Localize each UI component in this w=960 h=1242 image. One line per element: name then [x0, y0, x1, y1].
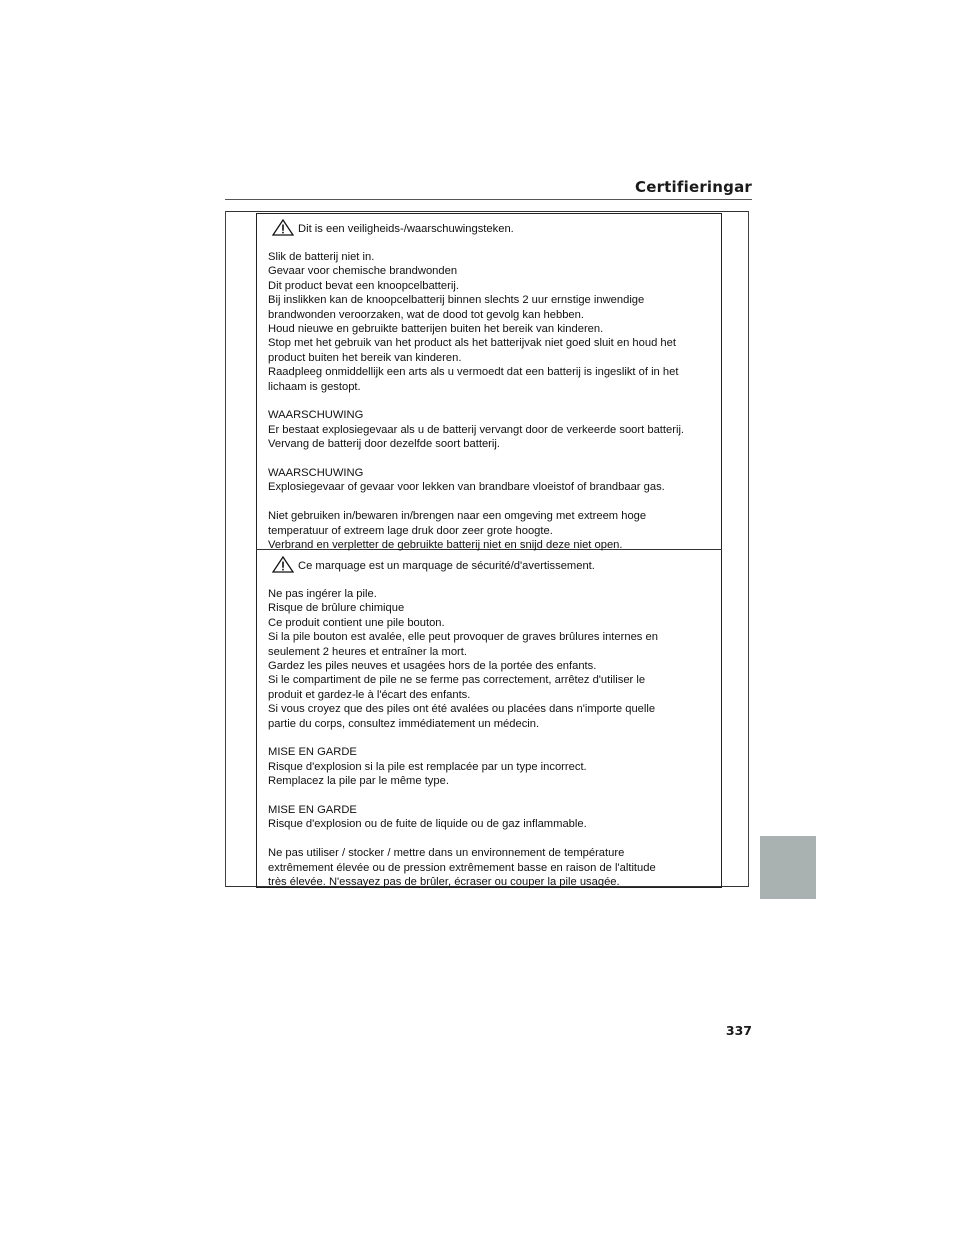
french-warning-heading — [272, 556, 720, 573]
dutch-paragraph-ingestion: Slik de batterij niet in. Gevaar voor chemische brandwonden Dit product bevat een knoopcelbatterij. Bij inslikken kan de knoopcelbatterij binnen slechts 2 uur ernstige inwendige brandwonden veroorzaken, wat de dood tot gevolg kan hebben. Houd nieuwe en gebruikte batterijen buiten het bereik van kinderen. Stop met het gebruik van het product als het batterijvak niet goed sluit en houd het product buiten het bereik van kinderen. Raadpleeg onmiddellijk een arts als u vermoedt dat een batterij is ingeslikt of in het lichaam is gestopt. — [268, 251, 679, 393]
dutch-paragraph-environment: Niet gebruiken in/bewaren in/brengen naar een omgeving met extreem hoge temperatuur of extreem lage druk door zeer grote hoogte. Verbrand en verpletter de gebruikte batterij niet en snijd deze niet open. — [268, 510, 647, 552]
dutch-warning-heading — [272, 219, 720, 236]
french-paragraph-ingestion: Ne pas ingérer la pile. Risque de brûlure chimique Ce produit contient une pile bouton. Si la pile bouton est avalée, elle peut provoquer de graves brûlures internes en seulement 2 heures et entraîner la mort. Gardez les piles neuves et usagées hors de la portée des enfants. Si le compartiment de pile ne se ferme pas correctement, arrêtez d'utiliser le produit et gardez-le à l'écart des enfants. Si vous croyez que des piles ont été avalées ou placées dans n'importe quelle partie du corps, consultez immédiatement un médecin. — [268, 588, 658, 730]
french-paragraph-environment: Ne pas utiliser / stocker / mettre dans un environnement de température extrêmement élevée ou de pression extrêmement basse en raison de l'altitude très élevée. N'essayez pas de brûler, écraser ou couper la pile usagée. — [268, 847, 656, 889]
warning-triangle-icon — [272, 556, 294, 573]
chapter-side-tab — [760, 836, 816, 899]
section-title-rule — [225, 199, 752, 200]
page-number: 337 — [725, 1023, 752, 1038]
french-warning-sign-label: Ce marquage est un marquage de sécurité/d'avertissement. — [298, 559, 595, 572]
french-paragraph-leak: MISE EN GARDE Risque d'explosion ou de fuite de liquide ou de gaz inflammable. — [268, 804, 587, 831]
dutch-paragraph-replacement: WAARSCHUWING Er bestaat explosiegevaar als u de batterij vervangt door de verkeerde soort batterij. Vervang de batterij door dezelfde soort batterij. — [268, 409, 685, 451]
section-title: Certifieringar — [634, 178, 752, 196]
warning-triangle-icon — [272, 219, 294, 236]
french-warning-block — [268, 556, 720, 889]
french-paragraph-replacement: MISE EN GARDE Risque d'explosion si la pile est remplacée par un type incorrect. Remplacez la pile par le même type. — [268, 746, 587, 788]
dutch-warning-block — [268, 219, 720, 552]
dutch-paragraph-leak: WAARSCHUWING Explosiegevaar of gevaar voor lekken van brandbare vloeistof of brandbaar gas. — [268, 467, 665, 494]
dutch-warning-sign-label: Dit is een veiligheids-/waarschuwingsteken. — [298, 222, 514, 235]
